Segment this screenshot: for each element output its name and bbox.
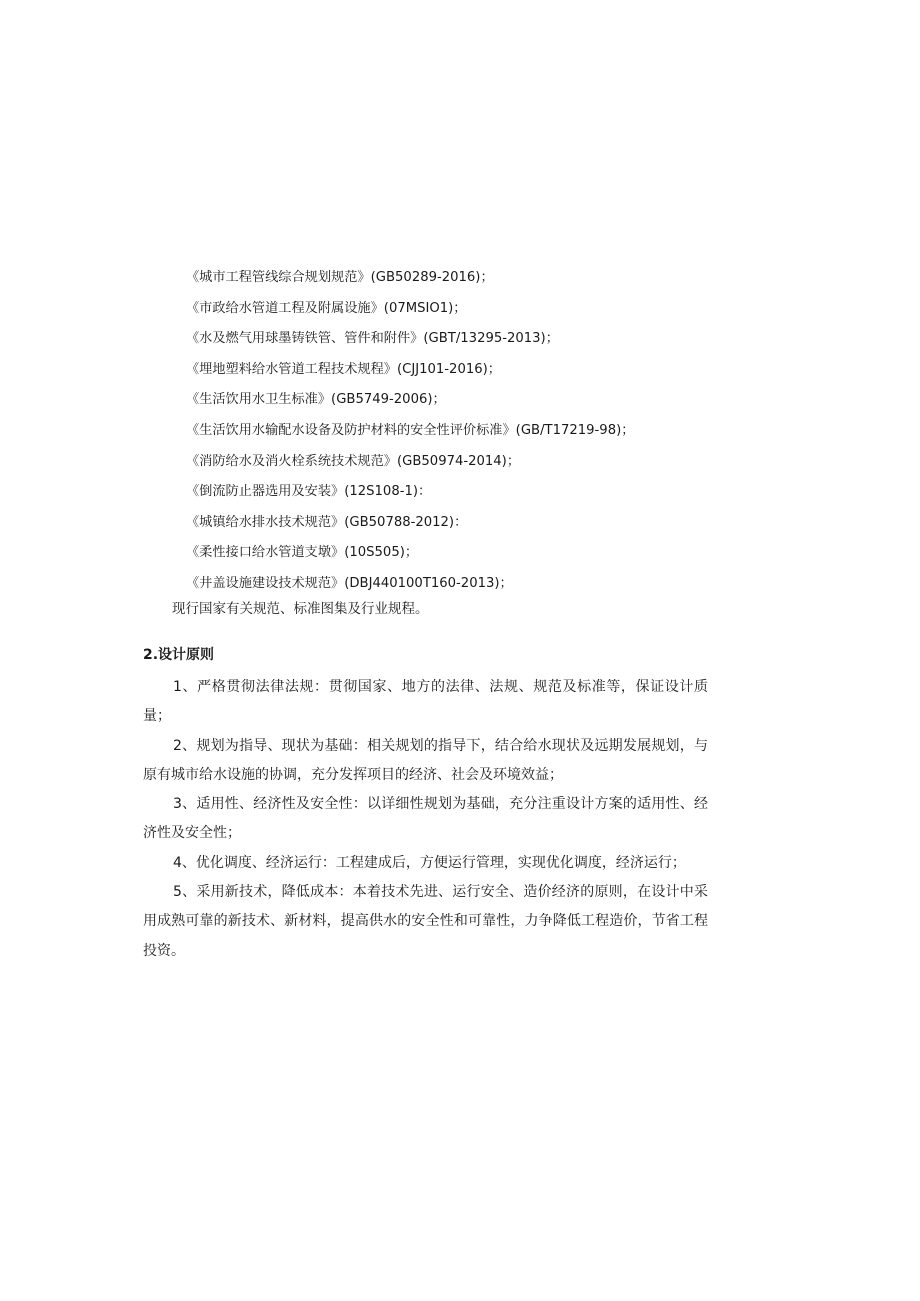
principle-paragraph: 5、采用新技术，降低成本：本着技术先进、运行安全、造价经济的原则，在设计中采用成熟可靠的新技术、新材料，提高供水的安全性和可靠性，力争降低工程造价，节省工程投资。 [143, 884, 708, 959]
standard-item: 《水及燃气用球墨铸铁管、管件和附件》(GBT/13295-2013)； [186, 331, 559, 347]
closing-line: 现行国家有关规范、标准图集及行业规程。 [172, 601, 429, 617]
standard-item: 《生活饮用水输配水设备及防护材料的安全性评价标准》(GB/T17219-98)； [186, 422, 635, 438]
standard-item: 《生活饮用水卫生标准》(GB5749-2006)； [186, 392, 446, 408]
section-title: 2.设计原则 [143, 647, 215, 663]
standard-item: 《埋地塑料给水管道工程技术规程》(CJJ101-2016)； [186, 361, 501, 377]
standard-item: 《城镇给水排水技术规范》(GB50788-2012)： [186, 514, 468, 530]
principles-list [143, 673, 708, 966]
standard-item: 《倒流防止器选用及安装》(12S108-1)： [186, 484, 432, 500]
standard-item: 《柔性接口给水管道支墩》(10S505)； [186, 545, 419, 561]
standards-list [186, 263, 806, 600]
principle-paragraph: 3、适用性、经济性及安全性：以详细性规划为基础，充分注重设计方案的适用性、经济性及安全性； [143, 796, 708, 842]
standard-item: 《井盖设施建设技术规范》(DBJ440100T160-2013)； [186, 575, 513, 591]
principle-paragraph: 2、规划为指导、现状为基础：相关规划的指导下，结合给水现状及远期发展规划，与原有城市给水设施的协调，充分发挥项目的经济、社会及环境效益； [143, 737, 708, 783]
standard-item: 《消防给水及消火栓系统技术规范》(GB50974-2014)； [186, 453, 521, 469]
standard-item: 《市政给水管道工程及附属设施》(07MSIO1)； [186, 300, 467, 316]
principle-paragraph: 4、优化调度、经济运行：工程建成后，方便运行管理，实现优化调度，经济运行； [173, 854, 686, 871]
principle-paragraph: 1、严格贯彻法律法规：贯彻国家、地方的法律、法规、规范及标准等，保证设计质量； [143, 679, 708, 725]
standard-item: 《城市工程管线综合规划规范》(GB50289-2016)； [186, 270, 494, 285]
